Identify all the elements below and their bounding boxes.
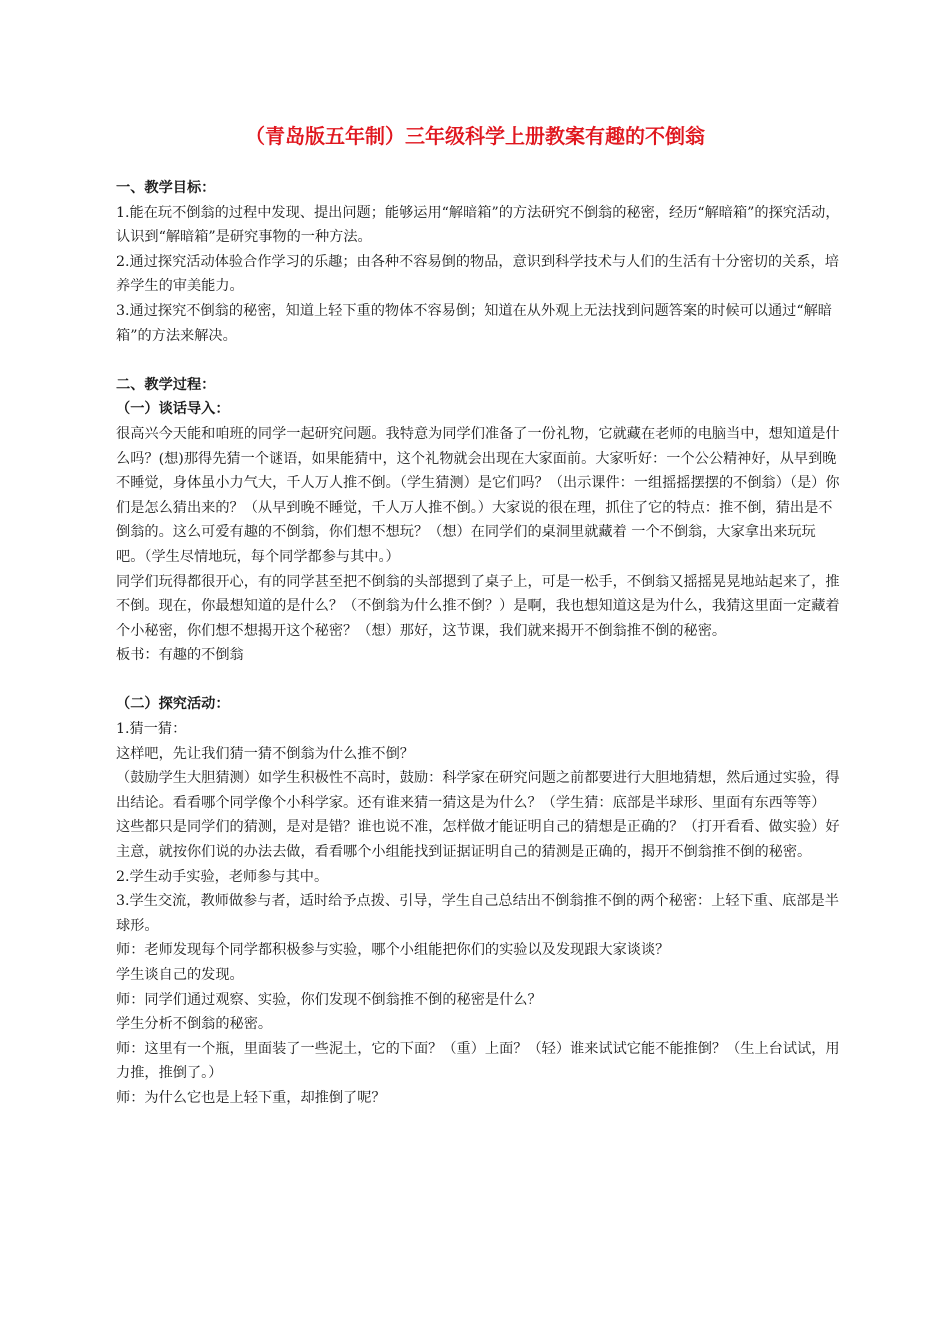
objective-item: 1.能在玩不倒翁的过程中发现、提出问题；能够运用“解暗箱”的方法研究不倒翁的秘密，经历“解暗箱”的探究活动，认识到“解暗箱”是研究事物的一种方法。 xyxy=(116,204,840,246)
paragraph: （鼓励学生大胆猜测）如学生积极性不高时，鼓励：科学家在研究问题之前都要进行大胆地猜想，然后通过实验，得出结论。看看哪个同学像个小科学家。还有谁来猜一猜这是为什么？（学生猜：底部是半球形、里面有东西等等） xyxy=(116,770,840,811)
paragraph: 这些都只是同学们的猜测，是对是错？谁也说不准，怎样做才能证明自己的猜想是正确的？（打开看看、做实验）好主意，就按你们说的办法去做，看看哪个小组能找到证据证明自己的猜测是正确的，揭开不倒翁推不倒的秘密。 xyxy=(116,819,840,861)
objective-item: 3.通过探究不倒翁的秘密，知道上轻下重的物体不容易倒；知道在从外观上无法找到问题答案的时候可以通过“解暗箱”的方法来解决。 xyxy=(116,302,832,344)
spacer xyxy=(116,668,841,693)
paragraph: 很高兴今天能和咱班的同学一起研究问题。我特意为同学们准备了一份礼物，它就藏在老师的电脑当中，想知道是什么吗？(想)那得先猜一个谜语，如果能猜中，这个礼物就会出现在大家面前。大家听好：一个公公精神好，从早到晚不睡觉，身体虽小力气大，千人万人推不倒。（学生猜测）是它们吗？（出示课件：一组摇摇摆摆的不倒翁）（是）你们是怎么猜出来的？（从早到晚不睡觉，千人万人推不倒。）大家说的很在理，抓住了它的特点：推不倒，猜出是不倒翁的。这么可爱有趣的不倒翁，你们想不想玩？（想）在同学们的桌洞里就藏着 一个不倒翁，大家拿出来玩玩吧。（学生尽情地玩，每个同学都参与其中。） xyxy=(116,425,840,565)
paragraph: 2.学生动手实验，老师参与其中。 xyxy=(116,868,329,885)
document-title: （青岛版五年制）三年级科学上册教案有趣的不倒翁 xyxy=(245,124,705,148)
paragraph: 这样吧，先让我们猜一猜不倒翁为什么推不倒？ xyxy=(116,745,414,762)
paragraph: 师：老师发现每个同学都积极参与实验，哪个小组能把你们的实验以及发现跟大家谈谈？ xyxy=(116,942,670,959)
section-heading-process: 二、教学过程： xyxy=(116,376,216,393)
paragraph: 同学们玩得都很开心，有的同学甚至把不倒翁的头部摁到了桌子上，可是一松手，不倒翁又摇摇晃晃地站起来了，推不倒。现在，你最想知道的是什么？（不倒翁为什么推不倒？）是啊，我也想知道这是为什么，我猜这里面一定藏着个小秘密，你们想不想揭开这个秘密？（想）那好，这节课，我们就来揭开不倒翁推不倒的秘密。 xyxy=(116,573,840,639)
subsection-heading-intro: （一）谈话导入： xyxy=(116,401,230,418)
paragraph: 学生分析不倒翁的秘密。 xyxy=(116,1016,273,1033)
paragraph: 3.学生交流，教师做参与者，适时给予点拨、引导，学生自己总结出不倒翁推不倒的两个秘密：上轻下重、底部是半球形。 xyxy=(116,893,839,934)
objective-item: 2.通过探究活动体验合作学习的乐趣；由各种不容易倒的物品，意识到科学技术与人们的生活有十分密切的关系，培养学生的审美能力。 xyxy=(116,253,839,295)
paragraph: 师：为什么它也是上轻下重，却推倒了呢？ xyxy=(116,1089,386,1106)
paragraph: 板书：有趣的不倒翁 xyxy=(116,647,244,664)
subsection-heading-activity: （二）探究活动： xyxy=(116,696,230,713)
section-heading-objectives: 一、教学目标： xyxy=(116,180,216,196)
paragraph: 师：同学们通过观察、实验，你们发现不倒翁推不倒的秘密是什么？ xyxy=(116,991,542,1008)
spacer xyxy=(116,348,841,373)
paragraph: 1.猜一猜： xyxy=(116,721,187,738)
paragraph: 师：这里有一个瓶，里面装了一些泥土，它的下面？（重）上面？（轻）谁来试试它能不能推倒？（生上台试试，用力推，推倒了。） xyxy=(116,1040,840,1082)
paragraph: 学生谈自己的发现。 xyxy=(116,967,244,983)
document-body xyxy=(116,176,841,1111)
